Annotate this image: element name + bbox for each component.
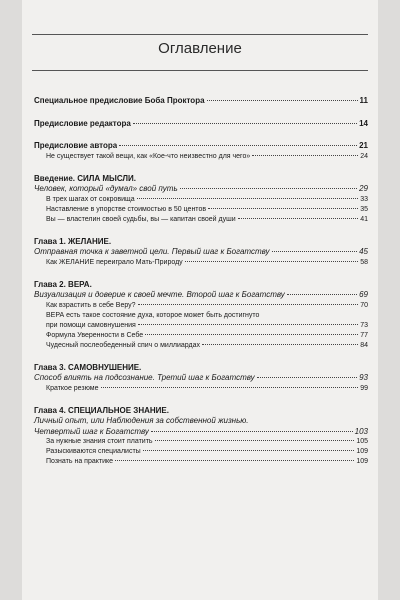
dot-leader [143, 450, 355, 451]
dot-leader [287, 294, 357, 295]
entry-title: Четвертый шаг к Богатству [34, 426, 149, 436]
entry-title: Предисловие автора [34, 141, 118, 150]
dot-leader [185, 261, 359, 262]
section-heading [34, 406, 368, 417]
table-of-contents [34, 96, 368, 479]
dot-leader [138, 304, 359, 305]
entry-title: Способ влиять на подсознание. Третий шаг к Богатству [34, 373, 255, 382]
entry-title: Разыскиваются специалисты [46, 448, 141, 455]
book-page [22, 0, 378, 600]
dot-leader [115, 460, 354, 461]
page-number: 41 [360, 215, 368, 223]
page-number: 77 [360, 331, 368, 339]
entry-title: Человек, который «думал» свой путь [34, 184, 178, 193]
sub-entry [34, 457, 368, 467]
page-number: 58 [360, 258, 368, 266]
section-heading [34, 119, 368, 130]
right-page-edge [378, 0, 400, 600]
sub-entry [34, 205, 368, 215]
entry-title: Предисловие редактора [34, 118, 131, 128]
toc-section [34, 406, 368, 468]
dot-leader [145, 334, 358, 335]
section-subtitle [34, 373, 368, 384]
entry-title: Чудесный послеобеденный спич о миллиардах [46, 341, 201, 349]
page-number: 45 [359, 247, 368, 256]
title-bottom-rule [32, 70, 368, 71]
dot-leader [133, 123, 357, 124]
dot-leader [252, 155, 358, 156]
left-page-edge [0, 0, 22, 600]
page-number: 109 [356, 458, 368, 465]
toc-section [34, 237, 368, 268]
entry-title: За нужные знания стоит платить [46, 438, 153, 445]
entry-title: Глава 4. СПЕЦИАЛЬНОЕ ЗНАНИЕ. [34, 405, 169, 415]
dot-leader [155, 440, 355, 441]
section-heading [34, 280, 368, 291]
entry-title: Как взрастить в себе Веру? [46, 301, 136, 309]
toc-section [34, 280, 368, 351]
section-heading [34, 96, 368, 107]
section-subtitle-line: Личный опыт, или Наблюдения за собственной жизнью. [34, 416, 249, 425]
sub-entry [34, 437, 368, 447]
dot-leader [137, 198, 359, 199]
entry-title: Наставление в упорстве стоимостью в 50 центов [46, 205, 207, 213]
entry-title: Не существует такой вещи, как «Кое-что неизвестно для чего» [46, 152, 251, 160]
sub-entry [34, 341, 368, 351]
entry-title: В трех шагах от сокровища [46, 195, 135, 203]
dot-leader [238, 218, 359, 219]
page-number: 69 [359, 290, 368, 299]
toc-section [34, 141, 368, 162]
page-number: 109 [356, 448, 368, 455]
page-number: 29 [359, 184, 368, 193]
dot-leader [208, 208, 358, 209]
sub-entry [34, 152, 368, 162]
page-number: 70 [360, 301, 368, 309]
page-title: Оглавление [158, 40, 242, 57]
sub-entry [34, 331, 368, 341]
section-heading [34, 237, 368, 248]
section-subtitle [34, 427, 368, 438]
entry-title: Краткое резюме [46, 384, 99, 392]
entry-title: при помощи самовнушения [46, 321, 136, 329]
dot-leader [119, 145, 357, 146]
dot-leader [138, 324, 358, 325]
page-number: 24 [360, 152, 368, 160]
section-subtitle [34, 184, 368, 195]
sub-entry [34, 321, 368, 331]
toc-section [34, 96, 368, 107]
page-number: 105 [356, 438, 368, 445]
entry-title: Как ЖЕЛАНИЕ переиграло Мать-Природу [46, 258, 183, 266]
entry-title: Введение. СИЛА МЫСЛИ. [34, 173, 137, 183]
dot-leader [257, 377, 357, 378]
entry-title: Познать на практике [46, 458, 114, 465]
entry-title: Глава 3. САМОВНУШЕНИЕ. [34, 362, 142, 372]
section-subtitle [34, 290, 368, 301]
section-heading [34, 141, 368, 152]
page-number: 21 [359, 141, 368, 150]
page-number: 73 [360, 321, 368, 329]
section-heading [34, 363, 368, 374]
sub-entry [34, 215, 368, 225]
sub-entry [34, 195, 368, 205]
dot-leader [272, 251, 358, 252]
toc-section [34, 363, 368, 394]
sub-entry-line: ВЕРА есть такое состояние духа, которое может быть достигнуто [46, 311, 260, 319]
dot-leader [180, 188, 357, 189]
page-number: 11 [359, 96, 368, 105]
entry-title: Вы — властелин своей судьбы, вы — капитан своей души [46, 215, 236, 223]
page-number: 84 [360, 341, 368, 349]
toc-section [34, 174, 368, 225]
sub-entry [34, 258, 368, 268]
entry-title: Формула Уверенности в Себе [46, 331, 144, 339]
entry-title: Отправная точка к заветной цели. Первый шаг к Богатству [34, 247, 270, 256]
section-heading [34, 174, 368, 185]
page-number: 93 [359, 373, 368, 382]
dot-leader [207, 100, 358, 101]
page-number: 14 [359, 118, 368, 128]
section-subtitle [34, 247, 368, 258]
entry-title: Визуализация и доверие к своей мечте. Второй шаг к Богатству [34, 290, 285, 299]
entry-title: Специальное предисловие Боба Проктора [34, 96, 205, 105]
dot-leader [101, 387, 359, 388]
page-number: 103 [354, 426, 368, 436]
toc-section [34, 119, 368, 130]
dot-leader [202, 344, 358, 345]
sub-entry [34, 301, 368, 311]
page-number: 35 [360, 205, 368, 213]
dot-leader [151, 431, 353, 432]
sub-entry [34, 447, 368, 457]
page-number: 99 [360, 384, 368, 392]
page-number: 33 [360, 195, 368, 203]
entry-title: Глава 1. ЖЕЛАНИЕ. [34, 236, 112, 246]
entry-title: Глава 2. ВЕРА. [34, 279, 92, 289]
sub-entry [34, 384, 368, 394]
title-top-rule [32, 34, 368, 35]
